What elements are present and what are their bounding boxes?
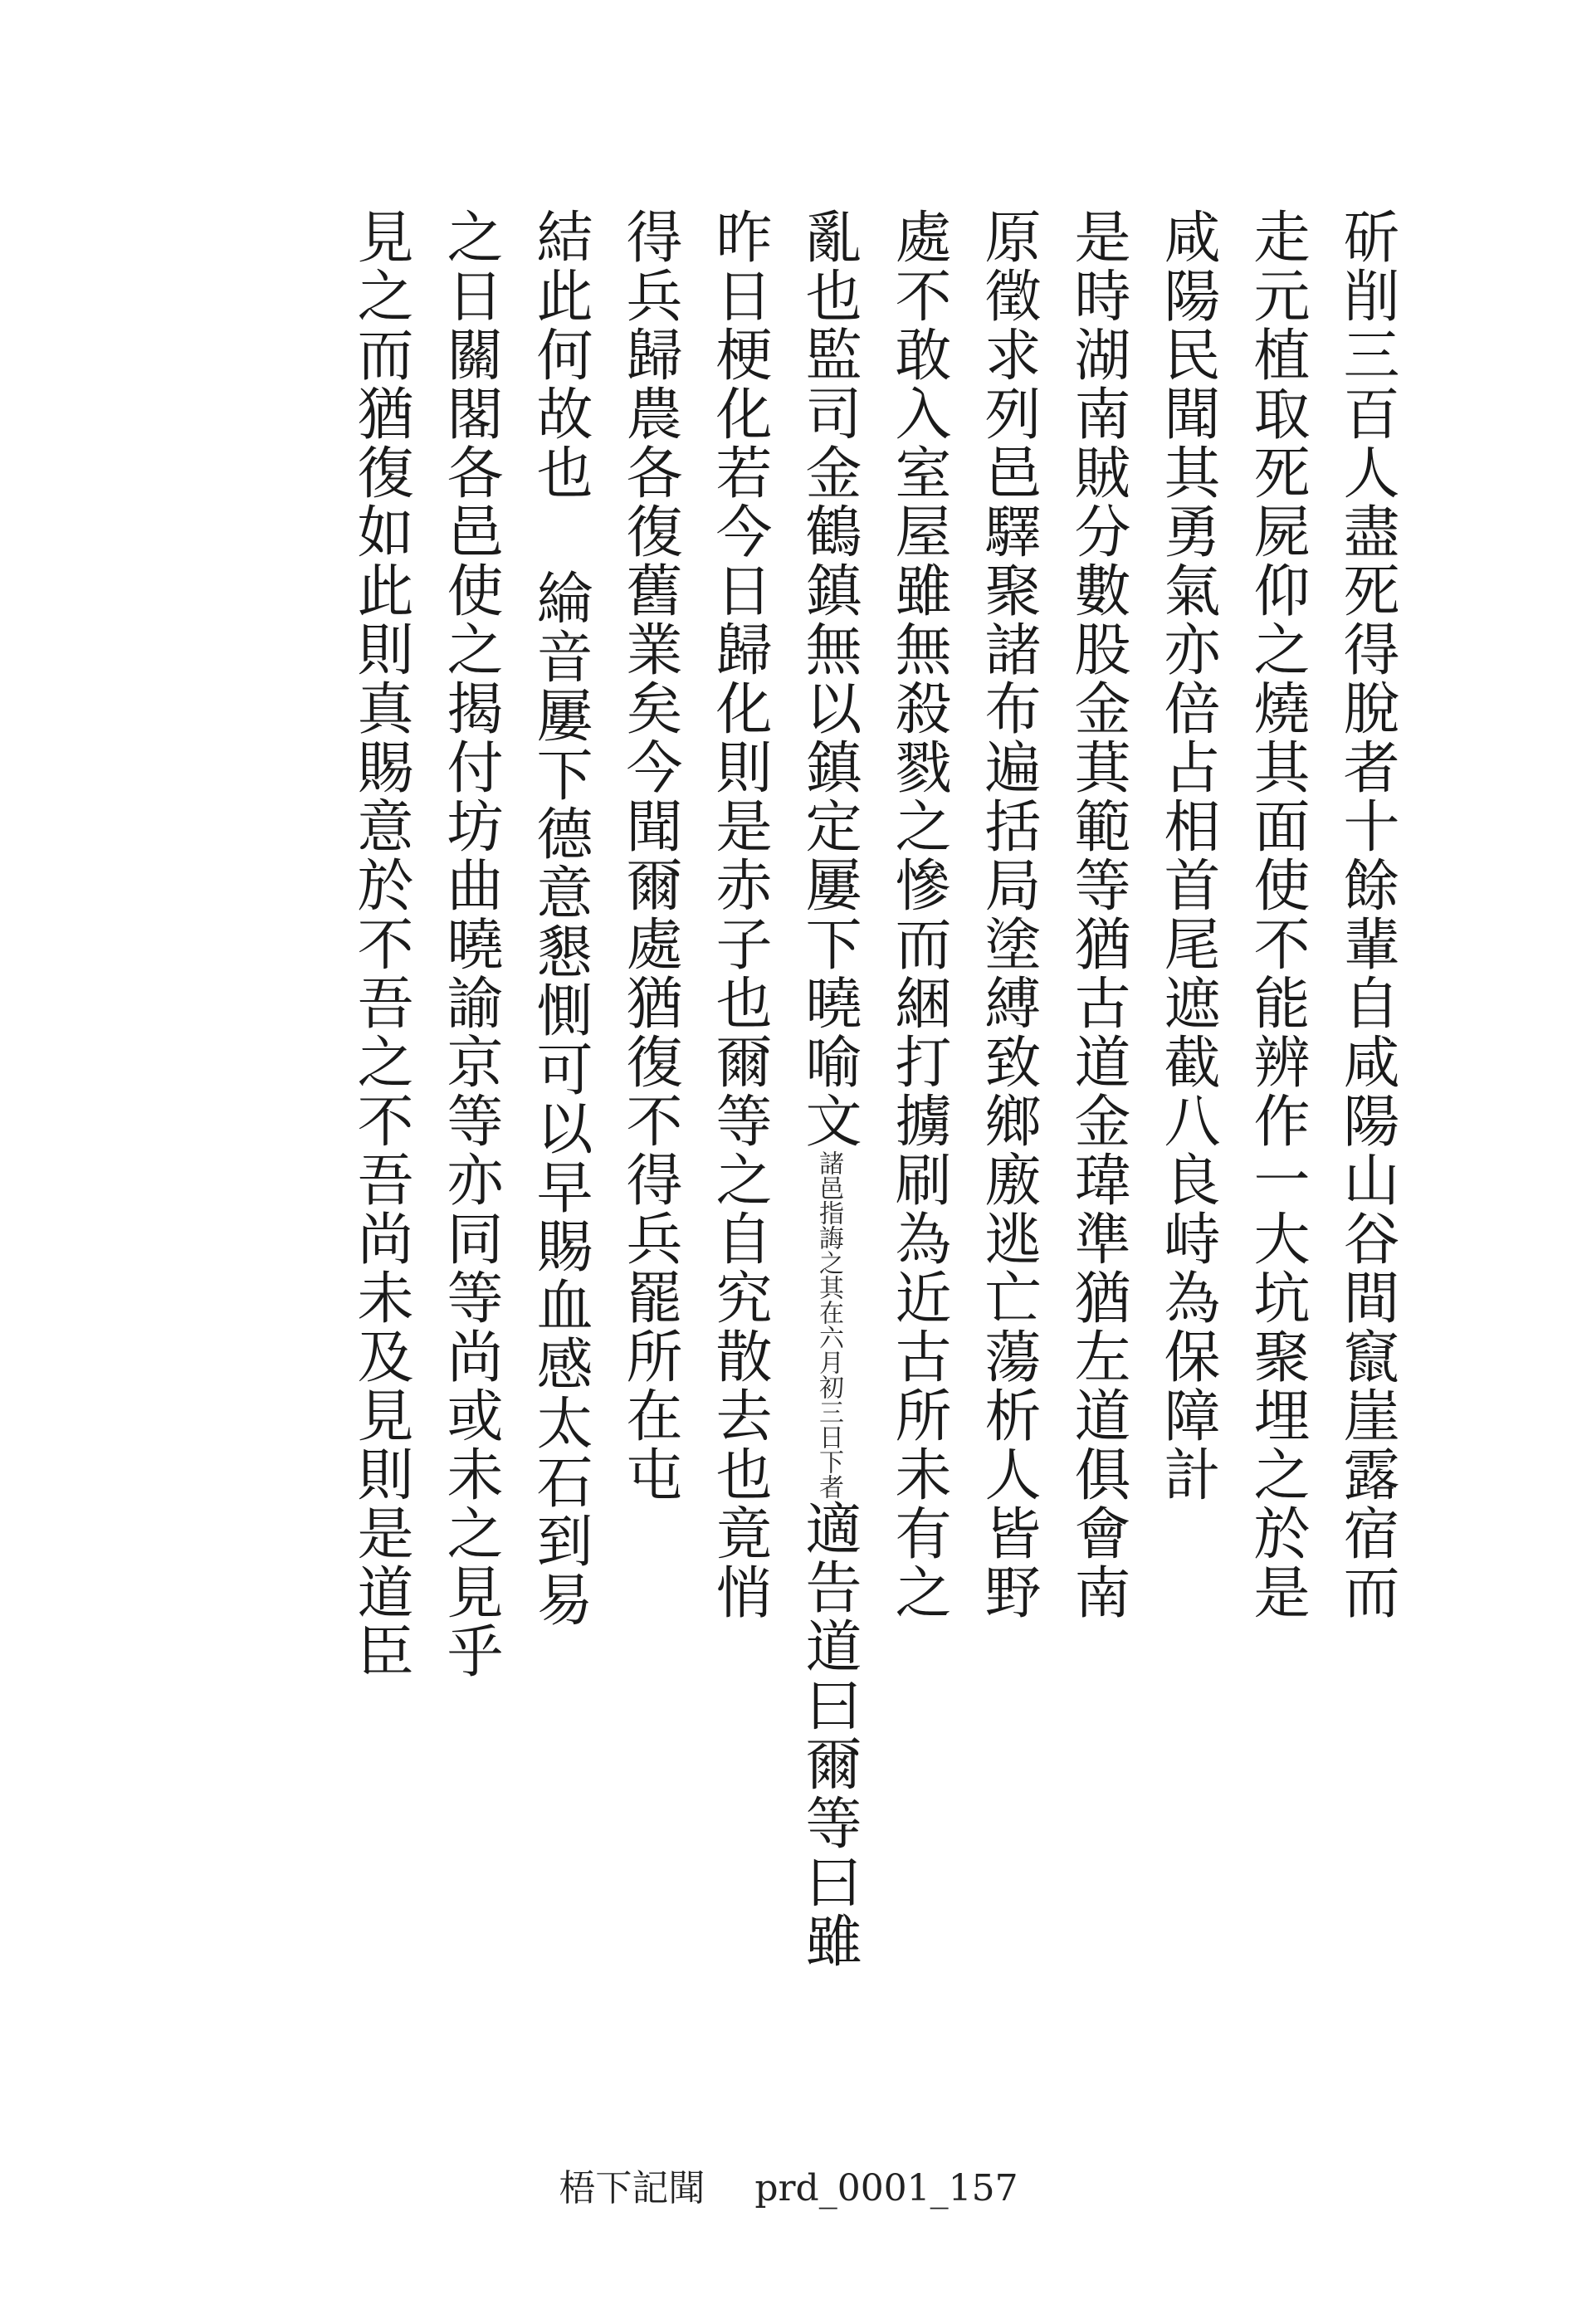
column-text-tail: 適告道曰爾等曰雖 [796,1499,862,1970]
interlinear-note: 諸邑指誨之其在六月初三日下者 [814,1150,843,1499]
text-column-9 [617,208,682,1809]
page-footer [0,2158,1577,2211]
page-id: prd_0001_157 [754,2167,1018,2209]
text-column-10 [527,208,593,1809]
column-text: 之日關閣各邑使之揭付坊曲曉諭京等亦同等尚或未之見乎 [437,208,503,1681]
text-column-2 [1244,208,1310,1809]
text-column-3 [1155,208,1220,1809]
text-column-5 [975,208,1041,1809]
column-text: 是時湖南賊分數股金萁範等猶古道金瑋準猶左道俱會南 [1065,208,1130,1622]
manuscript-text [315,208,1399,1970]
text-column-6 [886,208,951,1809]
column-text: 亂也監司金鶴鎮無以鎮定屢下曉喻文 [796,208,862,1150]
column-text: 咸陽民聞其勇氣亦倍占相首尾遮截八良峙為保障計 [1155,208,1220,1504]
column-text: 處不敢入室屋雖無殺戮之慘而綑打擄刷為近古所未有之 [886,208,951,1622]
column-text: 走元植取死屍仰之燒其面使不能辨作一大坑聚埋之於是 [1244,208,1310,1622]
text-column-11 [437,208,503,1809]
book-title: 梧下記聞 [559,2167,706,2209]
column-text: 原徵求列邑驛聚諸布遍括局塗縛致鄉廒逃亡蕩析人皆野 [975,208,1041,1622]
column-text: 昨日梗化若今日歸化則是赤子也爾等之自究散去也竟悄 [706,208,772,1622]
column-text: 斫削三百人盡死得脫者十餘輩自咸陽山谷間竄崖露宿而 [1334,208,1399,1622]
column-text: 見之而猶復如此則真賜意於不吾之不吾尚未及見則是道臣 [348,208,413,1681]
column-text: 得兵歸農各復舊業矣今聞爾處猶復不得兵罷所在屯 [617,208,682,1504]
column-text-tail: 綸音屢下德意懇惻可以早賜血感太石到易 [527,569,593,1629]
text-column-12 [348,208,413,1809]
text-column-7 [796,208,862,1970]
column-text: 結此何故也 [527,208,593,502]
text-column-8 [706,208,772,1809]
text-column-1 [1334,208,1399,1809]
text-column-4 [1065,208,1130,1809]
